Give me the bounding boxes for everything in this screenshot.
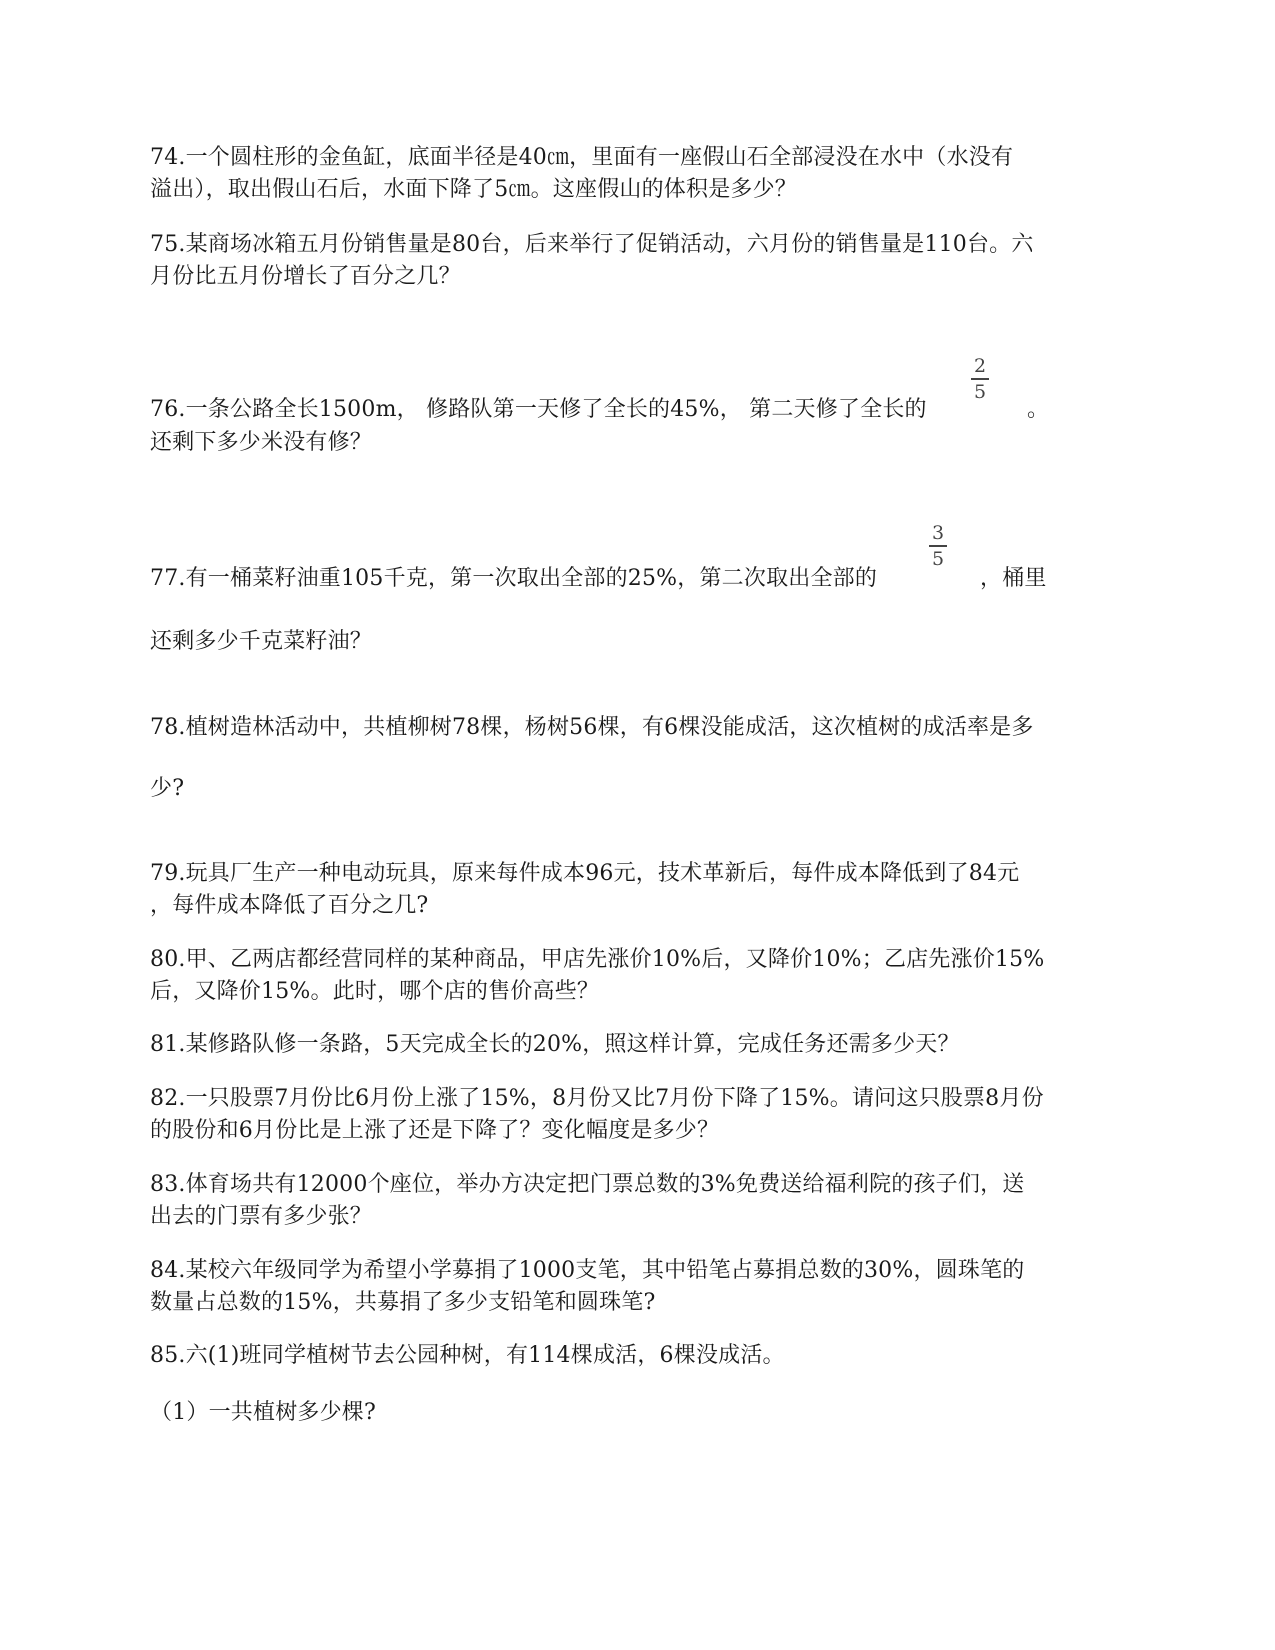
problem-85-line-1: 85.六(1)班同学植树节去公园种树，有114棵成活，6棵没成活。 <box>150 1343 785 1368</box>
fraction-bar <box>929 545 947 547</box>
problem-77-fraction <box>927 523 949 569</box>
problem-75-line-1: 75.某商场冰箱五月份销售量是80台，后来举行了促销活动，六月份的销售量是110台。六 <box>150 232 1034 257</box>
problem-77-line-1: 77.有一桶菜籽油重105千克，第一次取出全部的25%，第二次取出全部的 <box>150 566 878 591</box>
problem-81-line-1: 81.某修路队修一条路，5天完成全长的20%，照这样计算，完成任务还需多少天？ <box>150 1032 960 1057</box>
problem-77-fraction-numerator: 3 <box>931 522 945 544</box>
problem-79-line-1: 79.玩具厂生产一种电动玩具，原来每件成本96元，技术革新后，每件成本降低到了84元 <box>150 861 1020 886</box>
problem-83-line-2: 出去的门票有多少张？ <box>150 1204 373 1229</box>
problem-76-line-2: 还剩下多少米没有修？ <box>150 430 373 455</box>
problem-75-line-2: 月份比五月份增长了百分之几？ <box>150 264 461 289</box>
problem-84-line-1: 84.某校六年级同学为希望小学募捐了1000支笔，其中铅笔占募捐总数的30%，圆珠笔的 <box>150 1258 1025 1283</box>
problem-74-line-1: 74.一个圆柱形的金鱼缸，底面半径是40㎝，里面有一座假山石全部浸没在水中（水没有 <box>150 145 1014 170</box>
problem-74-line-2: 溢出），取出假山石后，水面下降了5㎝。这座假山的体积是多少？ <box>150 177 797 202</box>
problem-85-subquestion-1: （1）一共植树多少棵? <box>150 1400 376 1425</box>
problem-76-line-1: 76.一条公路全长1500m， 修路队第一天修了全长的45%， 第二天修了全长的 <box>150 397 927 422</box>
problem-82-line-2: 的股份和6月份比是上涨了还是下降了？变化幅度是多少？ <box>150 1118 720 1143</box>
problem-77-line-2: 还剩多少千克菜籽油？ <box>150 629 373 654</box>
problem-76-fraction-denominator: 5 <box>973 380 987 403</box>
problem-77-fraction-denominator: 5 <box>931 547 945 570</box>
problem-78-line-1: 78.植树造林活动中，共植柳树78棵，杨树56棵，有6棵没能成活，这次植树的成活率是多 <box>150 715 1034 740</box>
problem-76-fraction-numerator: 2 <box>973 355 987 377</box>
problem-79-line-2: ，每件成本降低了百分之几? <box>150 893 429 918</box>
problem-80-line-2: 后，又降价15%。此时，哪个店的售价高些？ <box>150 979 600 1004</box>
problem-80-line-1: 80.甲、乙两店都经营同样的某种商品，甲店先涨价10%后，又降价10%；乙店先涨价15% <box>150 947 1045 972</box>
problem-83-line-1: 83.体育场共有12000个座位，举办方决定把门票总数的3%免费送给福利院的孩子们，送 <box>150 1172 1025 1197</box>
problem-78-line-2: 少? <box>150 776 185 801</box>
problem-76-fraction <box>969 356 991 402</box>
problem-76-line-1-end: 。 <box>1027 397 1050 422</box>
problem-84-line-2: 数量占总数的15%，共募捐了多少支铅笔和圆珠笔? <box>150 1290 656 1315</box>
fraction-bar <box>971 378 989 380</box>
problem-77-line-1-end: ，桶里 <box>980 566 1047 591</box>
problem-82-line-1: 82.一只股票7月份比6月份上涨了15%，8月份又比7月份下降了15%。请问这只股票8月份 <box>150 1086 1044 1111</box>
